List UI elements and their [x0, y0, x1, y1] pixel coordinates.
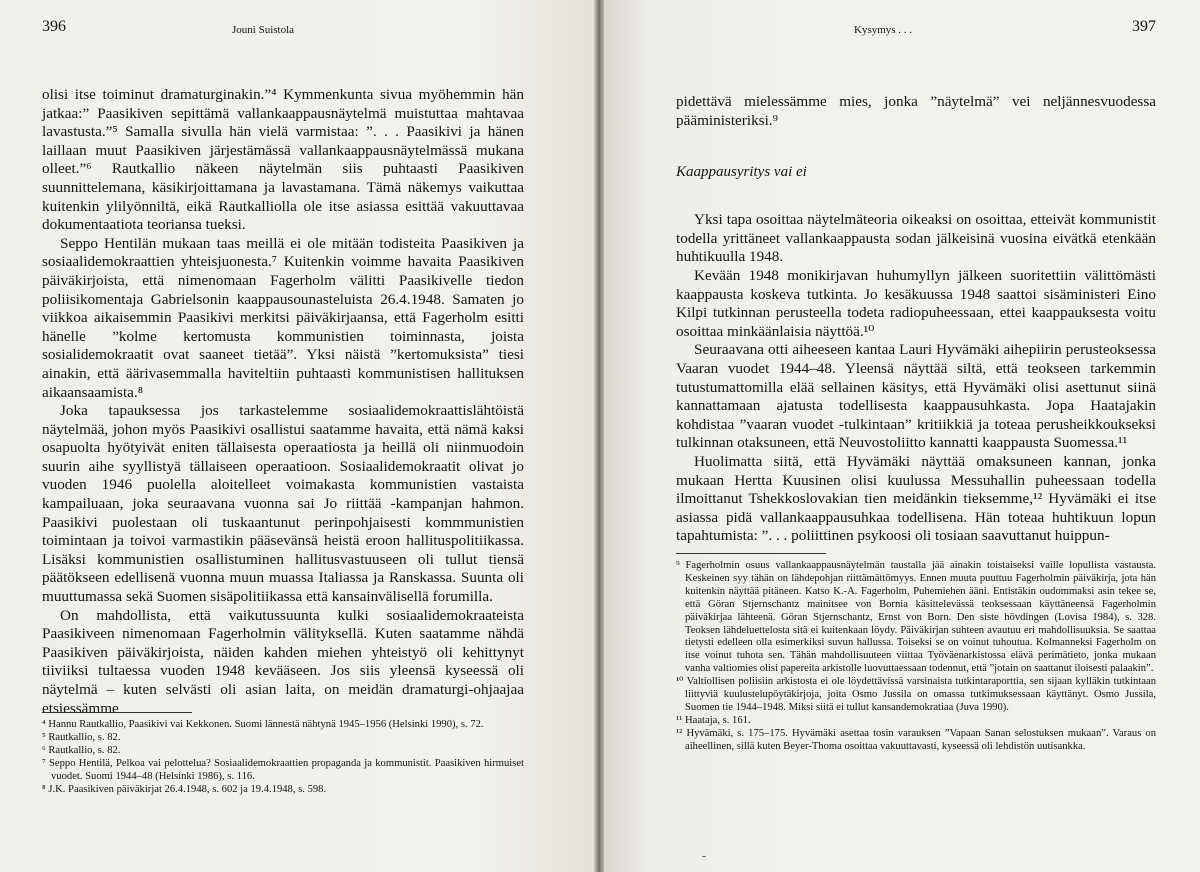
footnote: ¹⁰ Valtiollisen poliisiin arkistosta ei ole löydettävissä varsinaista tutkintaraporttia, sen sijaan kylläkin tutkintaan liittyviä kuulustelupöytäkirjoja, joita Osmo Jussila on omassa tutkimuksessaan käyttänyt. Osmo Jussila, Suomen tie 1944–1948. Miksi siitä ei tullut kansandemokratiaa (Juva 1990). [676, 676, 1156, 713]
left-paragraph: olisi itse toiminut dramaturginakin.”⁴ Kymmenkunta sivua myöhemmin hän jatkaa:” Paasikiven sepittämä vallankaappausnäytelmä muistuttaa mahtavaa lavastusta.”⁵ Samalla sivulla hän vielä varmistaa: ”. . . Paasikivi ja hänen laillaan muut Paasikiven järjestämässä vallankaappausnäytelmässä mukana olleet.”⁶ Rautkallio näkeen näytelmän siis puhtaasti Paasikiven suunnittelemana, käsikirjoittamana ja lavastamana. Tämä näkemys vaikuttaa kuitenkin ylilyönniltä, eikä Rautkalliolla ole itse asiassa esittää vakuuttavaa dokumentaatiota teoriansa tueksi. [42, 86, 524, 234]
right-opening-paragraph: pidettävä mielessämme mies, jonka ”näytelmä” vei neljännesvuodessa pääministeriksi.⁹ [676, 93, 1156, 129]
right-body-text [676, 93, 1156, 546]
footnote-rule [42, 712, 192, 713]
left-running-header [0, 18, 596, 40]
right-paragraph: Yksi tapa osoittaa näytelmäteoria oikeaksi on osoittaa, etteivät kommunistit todella yrittäneet vallankaappausta sodan jälkeisinä vuosina eivätkä etenkään huhtikuulla 1948. [676, 211, 1156, 266]
footnote: ⁸ J.K. Paasikiven päiväkirjat 26.4.1948, s. 602 ja 19.4.1948, s. 598. [42, 783, 327, 795]
footnote: ⁷ Seppo Hentilä, Pelkoa vai pelottelua? Sosiaalidemokraattien propaganda ja kommunistit. Paasikiven hirmuiset vuodet. Suomi 1944–48 (Helsinki 1986), s. 116. [42, 757, 524, 782]
left-body-text [42, 86, 524, 718]
left-paragraph: On mahdollista, että vaikutussuunta kulki sosiaalidemokraateista Paasikiveen nimenomaan Fagerholmin välityksellä. Kuten saatamme nähdä Paasikiven päiväkirjoista, näiden kahden miehen yhteistyö oli kehittynyt tiiviiksi tultaessa vuoden 1948 kevääseen. Jos siis yleensä kyseessä oli näytelmä – kuten selvästi oli asian laita, on meidän dramaturgi-ohjaajaa etsiessämme [42, 606, 524, 717]
right-page-number: 397 [1132, 18, 1156, 35]
right-paragraph: Huolimatta siitä, että Hyvämäki näyttää omaksuneen kannan, jonka mukaan Hertta Kuusinen olisi kuulussa Messuhallin puheessaan todella ilmoittanut Tshekkoslovakian tien meidänkin tieksemme,¹² Hyvämäki ei itse asiassa pidä vallankaappausuhkaa todellisena. Hän toteaa huhtikuun lopun tapahtumista: ”. . . poliittinen psykoosi oli tosiaan saavuttanut huippun- [676, 452, 1156, 545]
right-page [604, 0, 1200, 872]
footnote: ¹² Hyvämäki, s. 175–175. Hyvämäki asettaa tosin varauksen ”Vapaan Sanan selostuksen mukaan”. Varaus on aiheellinen, sillä kuten Beyer-Thoma osoittaa vakuuttavasti, kyseessä oli lehdistön uutisankka. [676, 727, 1156, 752]
left-paragraph: Seppo Hentilän mukaan taas meillä ei ole mitään todisteita Paasikiven ja sosiaalidemokraattien yhteisjuonesta.⁷ Kuitenkin voimme havaita Paasikiven päiväkirjoista, että nimenomaan Fagerholm välitti Paasikivelle tiedon poliisikomentaja Gabrielsonin kaappausounasteluista 26.4.1948. Samaten jo viikkoa aikaisemmin Paasikivi merkitsi päiväkirjaansa, että Fagerholm esitti hänelle ”kolme kertomusta kommunistien toiminnasta, joista sosialidemokraatit ovat saaneet tietää”. Yksi näistä ”kertomuksista” tiesi ainakin, että äärivasemmalla haviteltiin puhtaasti kommunistisen hallituksen aikaansaamista.⁸ [42, 234, 524, 401]
left-running-title: Jouni Suistola [232, 24, 295, 36]
left-page [0, 0, 596, 872]
footnote: ⁹ Fagerholmin osuus vallankaappausnäytelmän taustalla jää ainakin toistaiseksi vaille lopullista vastausta. Keskeinen syy tähän on lähdepohjan riittämättömyys. Ennen muuta puuttuu Fagerholmin päiväkirja, jota hän kuitenkin näyttää pitäneen. Katso K.-A. Fagerholm, Puhemiehen ääni. Entistäkin oudommaksi asin tekee se, että Göran Stjernschantz mainitsee von Bornia käsittelevässä teoksessaan käyttäneensä Fagerholmin päiväkirjaa lähteenä. Göran Stjernschantz, Ernst von Born. Den siste hövdingen (Lovisa 1984), s. 328. Teoksen lähdeluettelosta sitä ei kuitenkaan löydy. Päiväkirjan suhteen avautuu eri mahdollisuuksia. Se saattaa tietysti edelleen olla esimerkiksi suvun hallussa. Toiseksi se on voinut tuhoutua. Kolmanneksi Fagerholm on itse voinut tuhota sen. Tähän mahdollisuuteen viittaa Työväenarkistossa elävä perimätieto, jonka mukaan vanha valtiomies olisi papereita arkistolle luovuttaessaan todennut, että ”jotain on saattanut iloisesti palaakin”. [676, 560, 1156, 675]
left-page-number: 396 [42, 18, 66, 35]
right-paragraph: Kevään 1948 monikirjavan huhumyllyn jälkeen suoritettiin välittömästi kaappausta koskeva tutkinta. Jo kesäkuussa 1948 saattoi sisäministeri Eino Kilpi tutkinnan perusteella todeta radiopuheessaan, ettei kaappauksesta voitu osoittaa minkäänlaisia näyttöä.¹⁰ [676, 266, 1156, 340]
right-running-title: Kysymys . . . [854, 24, 913, 36]
right-running-header [604, 18, 1200, 40]
footnote: ⁵ Rautkallio, s. 82. [42, 731, 121, 743]
right-paragraph: Seuraavana otti aiheeseen kantaa Lauri Hyvämäki aihepiirin perusteoksessa Vaaran vuodet 1944–48. Yleensä näyttää siltä, että teokseen tarkemmin tutustumattomilla elää sellainen käsitys, että Hyvämäki olisi asettunut siinä kannattamaan ajatusta todellisesta kaappausuhkasta. Jopa Haatajakin kohdistaa ”vaaran vuodet -tulkintaan” kritiikkiä ja toteaa perusheikkoukseksi tulkinnan otaksuneen, että Neuvostoliitto kannatti kaappausta Suomessa.¹¹ [676, 341, 1156, 452]
footnote: ⁴ Hannu Rautkallio, Paasikivi vai Kekkonen. Suomi lännestä nähtynä 1945–1956 (Helsinki 1990), s. 72. [42, 719, 484, 730]
stray-mark: ˉ [702, 852, 706, 866]
footnote: ¹¹ Haataja, s. 161. [676, 714, 751, 726]
right-footnotes [676, 553, 1156, 754]
section-heading: Kaappausyritys vai ei [676, 164, 807, 181]
footnote: ⁶ Rautkallio, s. 82. [42, 744, 121, 756]
left-footnotes [42, 712, 524, 796]
footnote-rule [676, 553, 826, 554]
left-paragraph: Joka tapauksessa jos tarkastelemme sosiaalidemokraattislähtöistä näytelmää, johon myös Paasikivi osallistui saatamme havaita, että nämä kaksi osapuolta hyötyivät eniten tällaisesta operaatiosta ja heillä oli niinmuodoin suurin aihe syyllistyä tällaiseen operaatioon. Sosiaalidemokraatit olivat jo vuoden 1946 puolella aloitelleet voimakasta kommunistien vastaista kampailuaan, joka seuraavana vuonna sai Jo riittää -kampanjan hahmon. Paasikivi puolestaan oli tuskaantunut perinpohjaisesti kommmunistien toimintaan ja toivoi varmastikin pääsevänsä heistä eroon hallituspolitiikassa. Lisäksi kommunistien osallistuminen hallitusvastuuseen oli tullut tiensä päätökseen edellisenä vuonna muun muassa Italiassa ja Ranskassa. Suunta oli muuttumassa sekä Suomen sisäpolitiikassa että kansainvälisellä forumilla. [42, 402, 524, 606]
